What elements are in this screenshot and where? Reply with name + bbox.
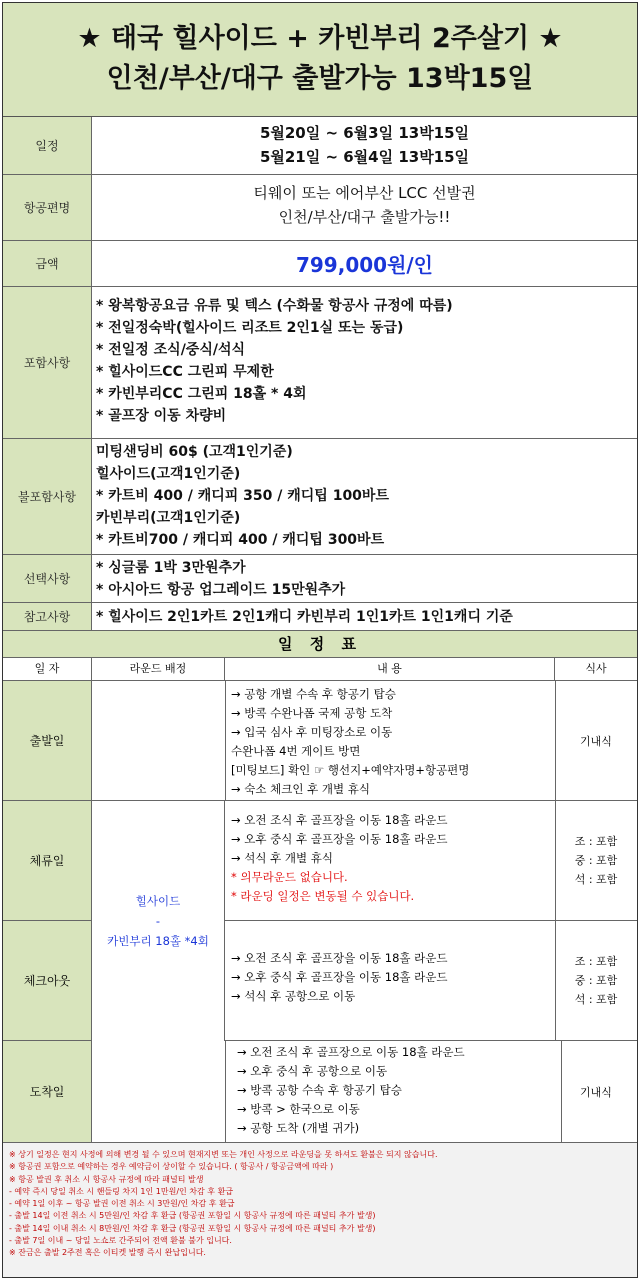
price-value: 799,000원/인 [295,253,434,277]
airline-departure-note: 인천/부산/대구 출발가능!! [278,208,451,226]
included-item: * 힐사이드CC 그린피 무제한 [96,364,274,380]
round-hillside: 힐사이드 [135,894,181,908]
label-price: 금액 [3,241,92,286]
note-line: - 예약 1일 이후 ~ 항공 발권 이전 취소 시 3만원/인 차감 후 환급 [9,1199,235,1209]
schedule-column-headers [3,658,637,681]
label-schedule: 일정 [3,117,92,174]
option-single-room: * 싱글룸 1박 3만원추가 [96,560,246,576]
schedule-line: → 오후 중식 후 공항으로 이동 [237,1064,388,1078]
label-options: 선택사항 [3,555,92,602]
schedule-line: → 오전 조식 후 골프장을 이동 18홀 라운드 [231,951,448,965]
included-item: * 전일정숙박(힐사이드 리조트 2인1실 또는 동급) [96,320,404,336]
reference-text: * 힐사이드 2인1카트 2인1캐디 카빈부리 1인1카트 1인1캐디 기준 [96,608,513,625]
included-item: * 왕복항공요금 유류 및 텍스 (수화물 항공사 규정에 따름) [96,298,453,314]
schedule-note: * 라운딩 일정은 변동될 수 있습니다. [231,889,415,903]
included-item: * 전일정 조식/중식/석식 [96,342,246,358]
excluded-item: 힐사이드(고객1인기준) [96,466,241,482]
note-line: - 출발 7일 이내 ~ 당일 노쇼로 간주되어 전액 환불 불가 입니다. [9,1236,232,1246]
schedule-table-heading: 일 정 표 [3,631,637,658]
row-excluded [3,439,637,555]
excluded-item: * 카트비700 / 캐디피 400 / 캐디팁 300바트 [96,532,385,548]
note-line: ※ 상기 일정은 현지 사정에 의해 변경 될 수 있으며 현재지변 또는 개인 사정으로 라운딩을 못 하셔도 환불은 되지 않습니다. [9,1150,438,1159]
col-header-content: 내 용 [225,658,555,680]
schedule-line: → 오전 조식 후 골프장을 이동 18홀 라운드 [231,813,448,827]
col-header-day: 일 자 [3,658,92,680]
schedule-line: → 방콕 수완나폼 국제 공항 도착 [231,706,393,720]
note-line: - 출발 14일 이전 취소 시 5만원/인 차감 후 환급 (항공권 포함일 시 항공사 규정에 따른 패널티 추가 발생) [9,1211,376,1221]
excluded-item: 미팅샌딩비 60$ (고객1인기준) [96,444,293,460]
row-options [3,555,637,603]
meal-text: 조 : 포함 [574,835,618,848]
round-cell-empty [92,1041,226,1142]
meal-text: 기내식 [580,734,612,748]
schedule-line: → 공항 도착 (개별 귀가) [237,1121,360,1135]
round-separator: - [155,914,161,928]
day-label: 체류일 [3,801,92,920]
row-price [3,241,637,287]
schedule-line: → 석식 후 개별 휴식 [231,851,334,865]
schedule-line: 수완나폼 4번 게이트 방면 [231,744,361,758]
round-kabinburi: 카빈부리 18홀 *4회 [107,934,209,948]
schedule-row-arrival [3,1041,637,1143]
tour-title-banner [3,3,637,117]
note-line: - 출발 14일 이내 취소 시 8만원/인 차감 후 환급 (항공권 포함일 시 항공사 규정에 따른 패널티 추가 발생) [9,1223,376,1233]
schedule-line: → 숙소 체크인 후 개별 휴식 [231,782,371,796]
schedule-row-departure [3,681,637,801]
col-header-round: 라운드 배정 [92,658,225,680]
included-item: * 골프장 이동 차량비 [96,408,227,424]
schedule-line: → 오전 조식 후 골프장으로 이동 18홀 라운드 [237,1045,465,1059]
note-line: ※ 잔금은 출발 2주전 혹은 이티켓 발행 즉시 완납입니다. [9,1248,206,1258]
meal-text: 석 : 포함 [574,873,618,886]
option-airline-upgrade: * 아시아드 항공 업그레이드 15만원추가 [96,582,346,598]
row-schedule [3,117,637,175]
round-assignment-cell [92,801,225,1041]
terms-notes [3,1143,637,1277]
label-reference: 참고사항 [3,603,92,630]
note-line: ※ 항공권 포함으로 예약하는 경우 예약금이 상이할 수 있습니다. ( 항공사 / 항공금액에 따라 ) [9,1162,334,1172]
included-item: * 카빈부리CC 그린피 18홀 * 4회 [96,386,307,402]
airline-text: 티웨이 또는 에어부산 LCC 선발권 [253,184,476,202]
label-excluded: 불포함사항 [3,439,92,554]
day-label: 체크아웃 [3,921,92,1040]
excluded-item: * 카트비 400 / 캐디피 350 / 캐디팁 100바트 [96,488,389,504]
label-included: 포함사항 [3,287,92,438]
meal-text: 중 : 포함 [574,974,618,987]
schedule-line: → 공항 개별 수속 후 항공기 탑승 [231,687,396,701]
round-cell-empty [92,681,226,800]
schedule-line: → 입국 심사 후 미팅장소로 이동 [231,725,393,739]
schedule-line: → 오후 중식 후 골프장을 이동 18홀 라운드 [231,832,448,846]
day-label: 도착일 [3,1041,92,1142]
schedule-date-2: 5월21일 ~ 6월4일 13박15일 [259,148,470,166]
schedule-line: → 석식 후 공항으로 이동 [231,989,356,1003]
row-reference [3,603,637,631]
excluded-item: 카빈부리(고객1인기준) [96,510,241,526]
tour-sheet [2,2,638,1278]
title-line-1: ★ 태국 힐사이드 + 카빈부리 2주살기 ★ [77,23,563,54]
schedule-line: [미팅보드] 확인 ☞ 행선지+예약자명+항공편명 [231,763,470,777]
schedule-line: → 방콕 공항 수속 후 항공기 탑승 [237,1083,402,1097]
schedule-line: → 방콕 > 한국으로 이동 [237,1102,360,1116]
meal-text: 기내식 [580,1085,612,1099]
meal-text: 석 : 포함 [574,993,618,1006]
note-line: - 예약 즉시 당일 취소 시 핸들링 차지 1인 1만원/인 차감 후 환급 [9,1186,234,1196]
schedule-line: → 오후 중식 후 골프장을 이동 18홀 라운드 [231,970,448,984]
schedule-note: * 의무라운드 없습니다. [231,870,348,884]
row-airline [3,175,637,241]
title-line-2: 인천/부산/대구 출발가능 13박15일 [106,63,534,94]
meal-text: 중 : 포함 [574,854,618,867]
label-airline: 항공편명 [3,175,92,240]
day-label: 출발일 [3,681,92,800]
schedule-date-1: 5월20일 ~ 6월3일 13박15일 [259,124,470,142]
row-included [3,287,637,439]
meal-text: 조 : 포함 [574,955,618,968]
col-header-meal: 식사 [585,662,607,675]
note-line: ※ 항공 발권 후 취소 시 항공사 규정에 따라 패널티 발생 [9,1174,204,1184]
